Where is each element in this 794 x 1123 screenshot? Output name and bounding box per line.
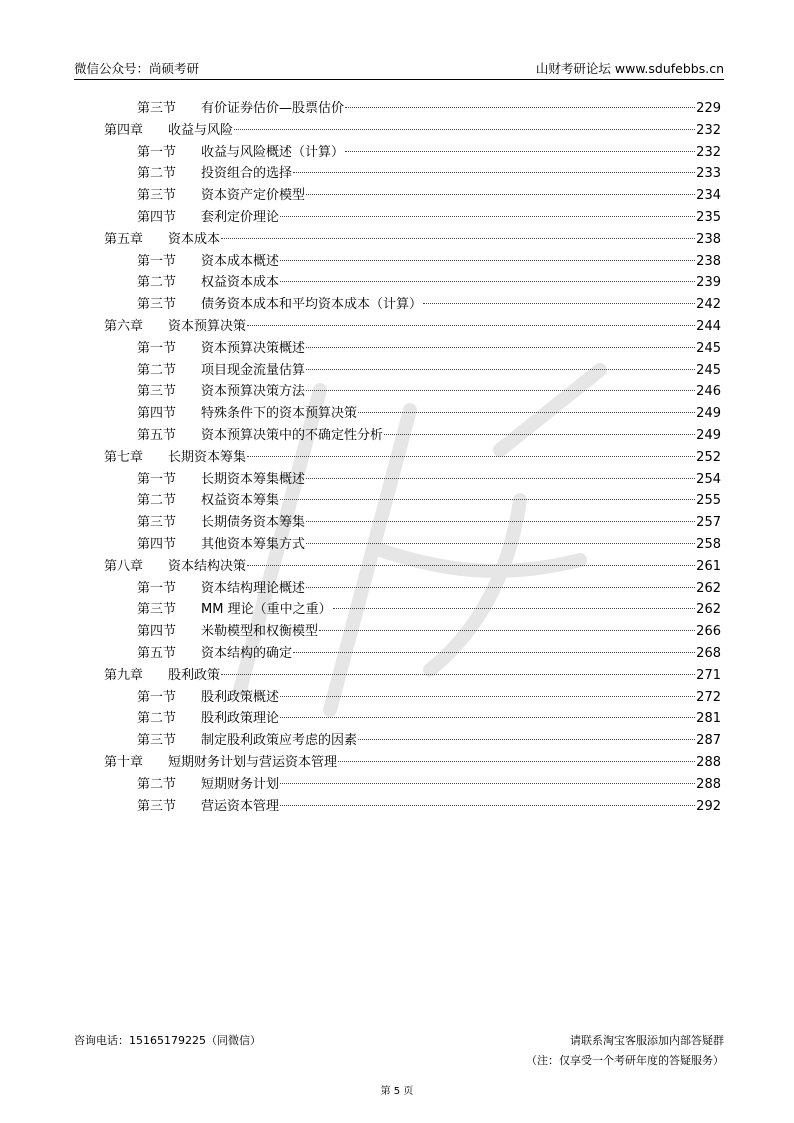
- toc-entry-title: 资本预算决策概述: [201, 340, 306, 356]
- toc-entry-title: 股利政策理论: [201, 711, 280, 727]
- toc-leader-dots: [221, 674, 695, 675]
- toc-entry-title: 资本资产定价模型: [201, 188, 306, 204]
- toc-leader-dots: [247, 565, 695, 566]
- toc-entry-title: 长期资本筹集: [168, 449, 247, 465]
- toc-entry-number: 第五节: [137, 427, 177, 443]
- toc-entry-title: MM 理论（重中之重）: [201, 602, 332, 618]
- toc-entry-number: 第三节: [137, 188, 177, 204]
- toc-entry-number: 第三节: [137, 384, 177, 400]
- toc-entry-page: 229: [696, 101, 721, 116]
- toc-leader-dots: [306, 587, 695, 588]
- toc-section-row[interactable]: [104, 142, 721, 164]
- toc-entry-number: 第八章: [104, 558, 144, 574]
- toc-entry-title: 套利定价理论: [201, 209, 280, 225]
- toc-entry-page: 262: [696, 580, 721, 596]
- toc-entry-page: 281: [696, 711, 721, 727]
- toc-section-row[interactable]: [104, 490, 721, 512]
- toc-entry-number: 第四节: [137, 406, 177, 422]
- toc-leader-dots: [280, 216, 695, 217]
- toc-chapter-row[interactable]: [104, 447, 721, 469]
- toc-entry-page: 287: [696, 733, 721, 749]
- toc-entry-page: 254: [696, 471, 721, 487]
- toc-leader-dots: [247, 325, 695, 326]
- footer-phone: 咨询电话：15165179225（同微信）: [74, 1034, 261, 1047]
- toc-chapter-row[interactable]: [104, 752, 721, 774]
- toc-section-row[interactable]: [104, 796, 721, 818]
- header-forum: 山财考研论坛 www.sdufebbs.cn: [535, 61, 724, 76]
- toc-entry-number: 第二节: [137, 776, 177, 792]
- toc-entry-page: 249: [696, 406, 721, 422]
- toc-entry-title: 收益与风险: [168, 122, 234, 138]
- toc-section-row[interactable]: [104, 774, 721, 796]
- toc-entry-page: 288: [696, 754, 721, 770]
- header-wechat: 微信公众号：尚硕考研: [74, 61, 200, 76]
- toc-entry-page: 239: [696, 275, 721, 291]
- toc-entry-page: 288: [696, 776, 721, 792]
- toc-section-row[interactable]: [104, 185, 721, 207]
- toc-entry-number: 第二节: [137, 166, 177, 182]
- toc-section-row[interactable]: [104, 643, 721, 665]
- toc-leader-dots: [280, 260, 695, 261]
- toc-entry-title: 资本成本概述: [201, 253, 280, 269]
- toc-entry-title: 权益资本成本: [201, 275, 280, 291]
- toc-leader-dots: [280, 281, 695, 282]
- toc-leader-dots: [306, 521, 695, 522]
- toc-entry-number: 第二节: [137, 275, 177, 291]
- toc-entry-page: 258: [696, 536, 721, 552]
- toc-entry-title: 短期财务计划: [201, 776, 280, 792]
- toc-entry-page: 232: [696, 144, 721, 160]
- toc-entry-number: 第一节: [137, 144, 177, 160]
- toc-leader-dots: [338, 761, 695, 762]
- toc-leader-dots: [345, 151, 695, 152]
- toc-section-row[interactable]: [104, 98, 721, 120]
- toc-leader-dots: [280, 696, 695, 697]
- table-of-contents: [104, 98, 721, 817]
- toc-leader-dots: [280, 499, 695, 500]
- toc-chapter-row[interactable]: [104, 665, 721, 687]
- toc-entry-page: 268: [696, 645, 721, 661]
- toc-leader-dots: [319, 630, 695, 631]
- toc-leader-dots: [306, 543, 695, 544]
- toc-entry-number: 第三节: [137, 798, 177, 814]
- toc-entry-number: 第四节: [137, 209, 177, 225]
- toc-entry-title: 有价证券估价—股票估价: [201, 101, 345, 116]
- footer-qa-group: 请联系淘宝客服添加内部答疑群: [570, 1034, 724, 1047]
- toc-section-row[interactable]: [104, 163, 721, 185]
- toc-section-row[interactable]: [104, 207, 721, 229]
- toc-leader-dots: [358, 739, 695, 740]
- toc-section-row[interactable]: [104, 512, 721, 534]
- toc-entry-page: 245: [696, 340, 721, 356]
- toc-entry-number: 第一节: [137, 253, 177, 269]
- toc-entry-number: 第五章: [104, 231, 144, 247]
- toc-entry-title: 股利政策概述: [201, 689, 280, 705]
- toc-chapter-row[interactable]: [104, 120, 721, 142]
- toc-entry-number: 第四节: [137, 624, 177, 640]
- toc-entry-title: 长期资本筹集概述: [201, 471, 306, 487]
- toc-entry-title: 短期财务计划与营运资本管理: [168, 754, 338, 770]
- toc-entry-number: 第三节: [137, 101, 177, 116]
- toc-entry-title: 资本结构的确定: [201, 645, 293, 661]
- page-footer: [74, 1032, 724, 1072]
- page-header: [74, 57, 724, 80]
- toc-leader-dots: [423, 303, 695, 304]
- toc-entry-title: 资本预算决策中的不确定性分析: [201, 427, 384, 443]
- toc-entry-page: 249: [696, 427, 721, 443]
- toc-leader-dots: [306, 347, 695, 348]
- toc-entry-title: 收益与风险概述（计算）: [201, 144, 345, 160]
- toc-section-row[interactable]: [104, 687, 721, 709]
- toc-entry-number: 第九章: [104, 667, 144, 683]
- footer-note: （注：仅享受一个考研年度的答疑服务）: [526, 1054, 724, 1067]
- toc-leader-dots: [247, 456, 695, 457]
- toc-section-row[interactable]: [104, 708, 721, 730]
- toc-entry-title: 长期债务资本筹集: [201, 515, 306, 531]
- toc-section-row[interactable]: [104, 294, 721, 316]
- toc-chapter-row[interactable]: [104, 229, 721, 251]
- page-number: 第 5 页: [380, 1086, 414, 1097]
- toc-section-row[interactable]: [104, 360, 721, 382]
- toc-entry-page: 272: [696, 689, 721, 705]
- toc-chapter-row[interactable]: [104, 316, 721, 338]
- toc-entry-page: 255: [696, 493, 721, 509]
- toc-leader-dots: [280, 717, 695, 718]
- toc-entry-page: 252: [696, 449, 721, 465]
- toc-section-row[interactable]: [104, 338, 721, 360]
- toc-entry-title: 资本结构决策: [168, 558, 247, 574]
- toc-entry-number: 第二节: [137, 493, 177, 509]
- toc-entry-number: 第三节: [137, 297, 177, 313]
- toc-entry-number: 第四章: [104, 122, 144, 138]
- toc-leader-dots: [345, 107, 695, 108]
- toc-entry-page: 232: [696, 122, 721, 138]
- toc-leader-dots: [306, 194, 695, 195]
- toc-section-row[interactable]: [104, 621, 721, 643]
- toc-entry-number: 第一节: [137, 471, 177, 487]
- toc-entry-page: 245: [696, 362, 721, 378]
- toc-leader-dots: [306, 478, 695, 479]
- toc-entry-number: 第五节: [137, 645, 177, 661]
- toc-entry-title: 资本预算决策: [168, 318, 247, 334]
- toc-entry-page: 257: [696, 515, 721, 531]
- toc-leader-dots: [384, 434, 695, 435]
- toc-entry-page: 238: [696, 231, 721, 247]
- toc-section-row[interactable]: [104, 599, 721, 621]
- toc-entry-page: 244: [696, 318, 721, 334]
- toc-leader-dots: [280, 805, 695, 806]
- toc-leader-dots: [333, 608, 696, 609]
- toc-entry-number: 第十章: [104, 754, 144, 770]
- toc-section-row[interactable]: [104, 578, 721, 600]
- toc-leader-dots: [293, 652, 695, 653]
- toc-entry-number: 第二节: [137, 362, 177, 378]
- toc-section-row[interactable]: [104, 469, 721, 491]
- toc-entry-page: 261: [696, 558, 721, 574]
- toc-leader-dots: [280, 783, 695, 784]
- toc-leader-dots: [306, 390, 695, 391]
- toc-section-row[interactable]: [104, 272, 721, 294]
- toc-leader-dots: [306, 369, 695, 370]
- toc-entry-title: 权益资本筹集: [201, 493, 280, 509]
- toc-entry-number: 第六章: [104, 318, 144, 334]
- toc-entry-title: 资本成本: [168, 231, 221, 247]
- toc-leader-dots: [293, 172, 695, 173]
- toc-section-row[interactable]: [104, 730, 721, 752]
- toc-entry-page: 238: [696, 253, 721, 269]
- toc-section-row[interactable]: [104, 381, 721, 403]
- toc-entry-page: 246: [696, 384, 721, 400]
- toc-chapter-row[interactable]: [104, 556, 721, 578]
- toc-entry-page: 271: [696, 667, 721, 683]
- toc-entry-title: 资本预算决策方法: [201, 384, 306, 400]
- toc-entry-page: 235: [696, 209, 721, 225]
- toc-entry-page: 234: [696, 188, 721, 204]
- toc-section-row[interactable]: [104, 251, 721, 273]
- toc-entry-title: 资本结构理论概述: [201, 580, 306, 596]
- toc-entry-number: 第三节: [137, 515, 177, 531]
- toc-entry-number: 第三节: [137, 602, 177, 618]
- toc-entry-number: 第一节: [137, 340, 177, 356]
- toc-entry-number: 第一节: [137, 689, 177, 705]
- toc-entry-number: 第一节: [137, 580, 177, 596]
- toc-entry-page: 242: [696, 297, 721, 313]
- toc-entry-number: 第四节: [137, 536, 177, 552]
- toc-section-row[interactable]: [104, 403, 721, 425]
- toc-entry-title: 制定股利政策应考虑的因素: [201, 733, 358, 749]
- toc-entry-title: 项目现金流量估算: [201, 362, 306, 378]
- toc-section-row[interactable]: [104, 534, 721, 556]
- toc-entry-page: 266: [696, 624, 721, 640]
- toc-entry-number: 第二节: [137, 711, 177, 727]
- toc-entry-title: 营运资本管理: [201, 798, 280, 814]
- toc-section-row[interactable]: [104, 425, 721, 447]
- toc-entry-number: 第七章: [104, 449, 144, 465]
- toc-entry-page: 233: [696, 166, 721, 182]
- toc-entry-title: 其他资本筹集方式: [201, 536, 306, 552]
- toc-entry-title: 投资组合的选择: [201, 166, 293, 182]
- toc-entry-title: 债务资本成本和平均资本成本（计算）: [201, 297, 423, 313]
- toc-entry-title: 特殊条件下的资本预算决策: [201, 406, 358, 422]
- toc-entry-title: 股利政策: [168, 667, 221, 683]
- toc-leader-dots: [234, 129, 695, 130]
- toc-leader-dots: [358, 412, 695, 413]
- toc-entry-page: 262: [696, 602, 721, 618]
- toc-leader-dots: [221, 238, 695, 239]
- toc-entry-page: 292: [696, 798, 721, 814]
- toc-entry-title: 米勒模型和权衡模型: [201, 624, 319, 640]
- toc-entry-number: 第三节: [137, 733, 177, 749]
